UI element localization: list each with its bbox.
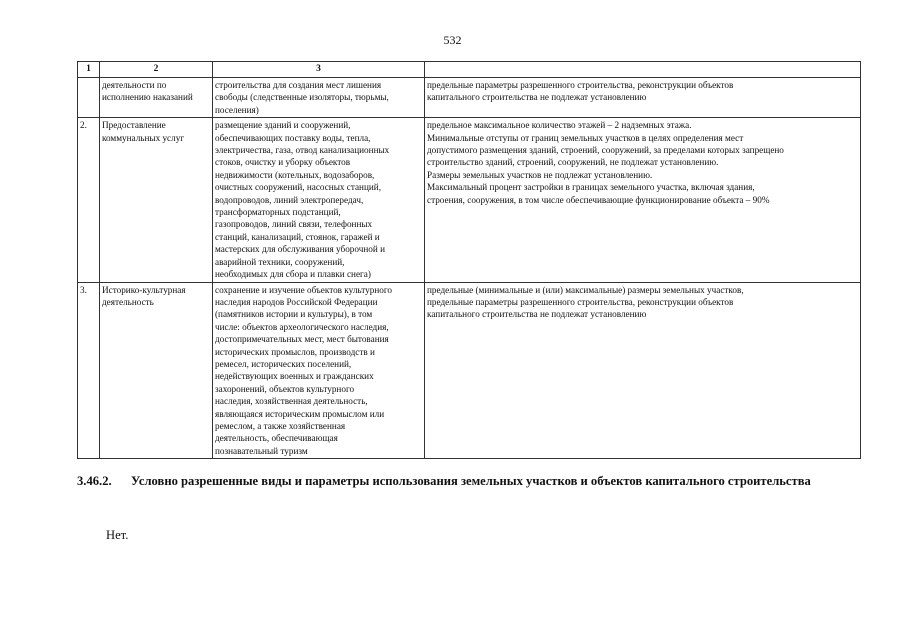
header-cell-4: [425, 62, 861, 78]
body-text: Нет.: [106, 528, 129, 542]
table-row: [78, 118, 861, 282]
section-title: Условно разрешенные виды и параметры использования земельных участков и объектов капитального строительства: [131, 474, 811, 488]
land-use-table: [77, 61, 861, 459]
header-cell-3: 3: [213, 62, 425, 78]
row-use-name: Предоставление коммунальных услуг: [100, 118, 213, 282]
header-cell-1: 1: [78, 62, 100, 78]
row-number: [78, 78, 100, 118]
row-number: 2.: [78, 118, 100, 282]
row-number: 3.: [78, 282, 100, 459]
row-use-description: строительства для создания мест лишения свободы (следственные изоляторы, тюрьмы, поселения): [213, 78, 425, 118]
section-heading: [77, 473, 861, 490]
row-use-params: предельное максимальное количество этажей – 2 надземных этажа. Минимальные отступы от границ земельных участков в целях определения мест допустимого размещения зданий, строений, сооружений, за пределами которых запрещено строительство зданий, строений, сооружений, не подлежат установлению. Размеры земельных участков не подлежат установлению. Максимальный процент застройки в границах земельного участка, включая здания, строения, сооружения, в том числе обеспечивающие функционирование объекта – 90%: [425, 118, 861, 282]
page-number: 532: [443, 33, 462, 47]
row-use-description: размещение зданий и сооружений, обеспечивающих поставку воды, тепла, электричества, газа, отвод канализационных стоков, очистку и уборку объектов недвижимости (котельных, водозаборов, очистных сооружений, насосных станций, водопроводов, линий электропередач, трансформаторных подстанций, газопроводов, линий связи, телефонных станций, канализаций, стоянок, гаражей и мастерских для обслуживания уборочной и аварийной техники, сооружений, необходимых для сбора и плавки снега): [213, 118, 425, 282]
row-use-name: Историко-культурная деятельность: [100, 282, 213, 459]
row-use-params: предельные (минимальные и (или) максимальные) размеры земельных участков, предельные параметры разрешенного строительства, реконструкции объектов капитального строительства не подлежат установлению: [425, 282, 861, 459]
header-cell-2: 2: [100, 62, 213, 78]
table-row: [78, 282, 861, 459]
table-row: [78, 78, 861, 118]
row-use-description: сохранение и изучение объектов культурного наследия народов Российской Федерации (памятников истории и культуры), в том числе: объектов археологического наследия, достопримечательных мест, мест бытования исторических промыслов, производств и ремесел, исторических поселений, недействующих военных и гражданских захоронений, объектов культурного наследия, хозяйственная деятельность, являющаяся историческим промыслом или ремеслом, а также хозяйственная деятельность, обеспечивающая познавательный туризм: [213, 282, 425, 459]
row-use-params: предельные параметры разрешенного строительства, реконструкции объектов капитального строительства не подлежат установлению: [425, 78, 861, 118]
table-header-row: [78, 62, 861, 78]
section-number: 3.46.2.: [77, 474, 112, 488]
row-use-name: деятельности по исполнению наказаний: [100, 78, 213, 118]
